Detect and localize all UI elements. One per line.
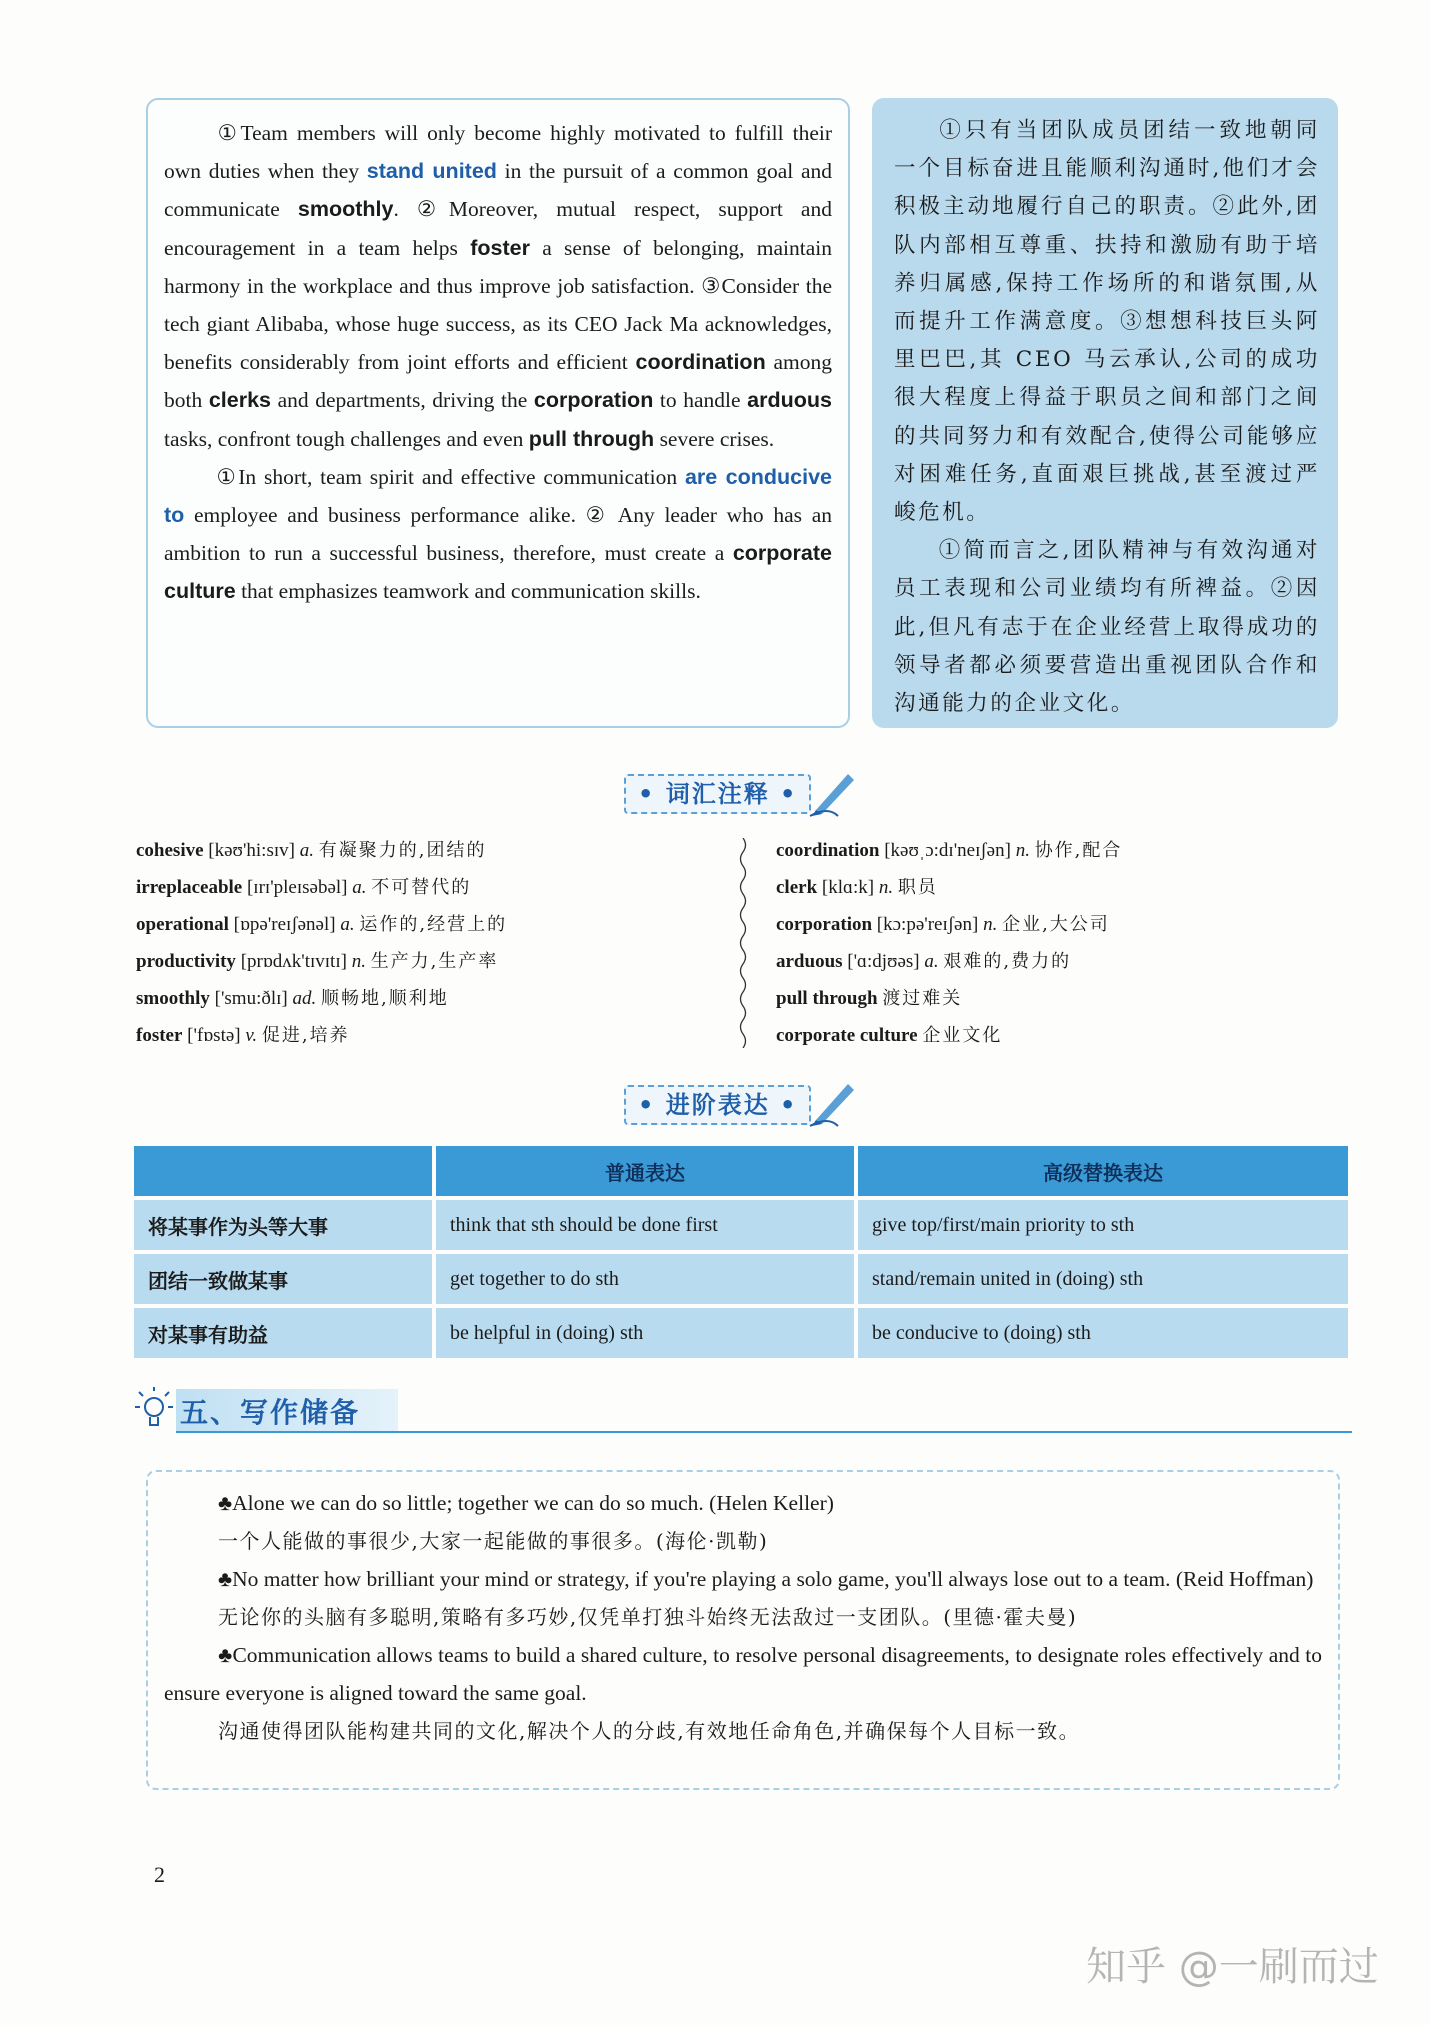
vocab-phonetic: [kɔ:pə'reɪʃən] [872, 914, 984, 935]
passage-text: to handle [653, 388, 748, 413]
vocab-phonetic: [kəʊ'hi:sɪv] [203, 840, 300, 861]
highlighted-term: coordination [635, 350, 766, 375]
passage-text: employee and business performance alike. ② Any leader who has an ambition to run a successful business, therefore, must create a [164, 503, 832, 566]
passage-text: among both [164, 350, 832, 413]
vocab-meaning: 顺畅地,顺利地 [321, 988, 449, 1009]
club-icon: ♣ [218, 1491, 233, 1515]
vocab-entry [136, 943, 736, 980]
passage-text: and departments, driving the [271, 388, 534, 413]
vocab-entry [776, 1017, 1336, 1054]
highlighted-term: foster [470, 235, 530, 260]
vocab-phonetic: ['fɒstə] [182, 1025, 246, 1046]
vocab-meaning: 企业,大公司 [1002, 914, 1110, 935]
passage-text: ①In short, team spirit and effective communication [214, 464, 685, 489]
table-cell: 对某事有助益 [134, 1308, 432, 1358]
passage-text: in the pursuit of a common goal and communicate [164, 159, 833, 222]
highlighted-term: corporation [533, 388, 654, 413]
vocab-entry [776, 980, 1336, 1017]
column-divider [738, 838, 748, 1048]
highlighted-term: smoothly [297, 197, 394, 222]
highlighted-term: arduous [747, 388, 832, 413]
vocab-meaning: 运作的,经营上的 [359, 914, 508, 935]
quote-1-translation: 一个人能做的事很少,大家一起能做的事很多。(海伦·凯勒) [218, 1529, 769, 1553]
table-cell: 团结一致做某事 [134, 1254, 432, 1304]
vocab-pos: a. [924, 951, 944, 972]
passage-text: a sense of belonging, maintain harmony in the workplace and thus improve job satisfaction. ③Consider the tech giant Alibaba, whose huge success, as its CEO Jack Ma acknowledges, benefits considerably from joint efforts and efficient [164, 235, 832, 375]
quote-2: ♣No matter how brilliant your mind or strategy, if you're playing a solo game, you'll always lose out to a team. (Reid Hoffman) [218, 1567, 1314, 1591]
vocab-meaning: 企业文化 [922, 1025, 1003, 1046]
table-header-row [134, 1146, 1348, 1196]
table-row [134, 1200, 1348, 1250]
vocab-phonetic: [klɑ:k] [817, 877, 879, 898]
vocab-entry [776, 832, 1336, 869]
vocab-phonetic: [ɒpə'reɪʃənəl] [228, 914, 341, 935]
vocab-entry [136, 980, 736, 1017]
passage-text: . ②Moreover, mutual respect, support and encouragement in a team helps [164, 197, 832, 260]
vocab-entry [776, 869, 1336, 906]
vocab-entry [136, 1017, 736, 1054]
english-paragraph-2 [164, 458, 832, 611]
vocab-meaning: 职员 [897, 877, 938, 898]
expressions-table [130, 1142, 1352, 1362]
pen-icon [808, 1076, 860, 1128]
vocab-phonetic: [kəʊˌɔ:dɪ'neɪʃən] [879, 840, 1016, 861]
vocab-entry [136, 832, 736, 869]
vocab-meaning: 促进,培养 [261, 1025, 350, 1046]
table-cell: give top/first/main priority to sth [858, 1200, 1348, 1250]
vocab-phonetic: [ɪrɪ'pleɪsəbəl] [242, 877, 353, 898]
club-icon: ♣ [218, 1567, 233, 1591]
quote-2-translation: 无论你的头脑有多聪明,策略有多巧妙,仅凭单打独斗始终无法敌过一支团队。(里德·霍夫曼) [218, 1605, 1078, 1629]
table-header-cell: 普通表达 [436, 1146, 854, 1196]
vocab-entry [136, 906, 736, 943]
vocab-word: foster [136, 1025, 183, 1046]
vocab-pos: n. [878, 877, 898, 898]
quotes-box [146, 1470, 1340, 1790]
page-number: 2 [154, 1862, 165, 1887]
vocab-meaning: 生产力,生产率 [370, 951, 499, 972]
section-title: 五、写作储备 [180, 1396, 361, 1429]
chinese-translation-box [872, 98, 1338, 728]
vocab-phonetic: [prɒdʌk'tɪvɪtɪ] [235, 951, 352, 972]
vocab-meaning: 不可替代的 [371, 877, 472, 898]
vocab-phonetic: ['ɑ:djʊəs] [842, 951, 925, 972]
vocab-pos: a. [299, 840, 319, 861]
vocab-word: cohesive [136, 840, 204, 861]
vocab-word: smoothly [136, 988, 210, 1009]
table-cell: think that sth should be done first [436, 1200, 854, 1250]
table-header-cell: 高级替换表达 [858, 1146, 1348, 1196]
expressions-heading-label: • 进阶表达 • [624, 1085, 811, 1125]
highlighted-term: corporate culture [164, 541, 832, 604]
chinese-paragraph-1: ①只有当团队成员团结一致地朝同一个目标奋进且能顺利沟通时,他们才会积极主动地履行自己的职责。②此外,团队内部相互尊重、扶持和激励有助于培养归属感,保持工作场所的和谐氛围,从而提升工作满意度。③想想科技巨头阿里巴巴,其 CEO 马云承认,公司的成功很大程度上得益于职员之间和部门之间的共同努力和有效配合,使得公司能够应对困难任务,直面艰巨挑战,甚至渡过严峻危机。 [894, 118, 1320, 526]
english-passage-box [146, 98, 850, 728]
table-cell: get together to do sth [436, 1254, 854, 1304]
quote-3-translation: 沟通使得团队能构建共同的文化,解决个人的分歧,有效地任命角色,并确保每个人目标一致。 [218, 1719, 1081, 1743]
vocab-phonetic: ['smu:ðlɪ] [209, 988, 293, 1009]
vocab-entry [776, 906, 1336, 943]
table-cell: 将某事作为头等大事 [134, 1200, 432, 1250]
vocab-meaning: 有凝聚力的,团结的 [318, 840, 487, 861]
vocab-meaning: 艰难的,费力的 [943, 951, 1072, 972]
vocab-pos: v. [245, 1025, 262, 1046]
vocab-list-left [136, 832, 736, 1054]
table-cell: stand/remain united in (doing) sth [858, 1254, 1348, 1304]
vocab-heading [624, 774, 811, 809]
vocab-word: arduous [776, 951, 843, 972]
passage-text: ①Team members will only become highly motivated to fulfill their own duties when they [164, 121, 832, 184]
club-icon: ♣ [218, 1643, 233, 1667]
quote-3: ♣Communication allows teams to build a shared culture, to resolve personal disagreements, to designate roles effectively and to ensure everyone is aligned toward the same goal. [164, 1643, 1323, 1705]
passage-text: severe crises. [654, 426, 775, 451]
section-header [130, 1385, 1352, 1435]
vocab-pos: n. [351, 951, 371, 972]
table-cell: be conducive to (doing) sth [858, 1308, 1348, 1358]
vocab-word: corporate culture [776, 1025, 918, 1046]
vocab-word: pull through [776, 988, 878, 1009]
quote-1: ♣Alone we can do so little; together we can do so much. (Helen Keller) [218, 1491, 834, 1515]
english-paragraph-1 [164, 114, 832, 458]
vocab-entry [776, 943, 1336, 980]
table-cell: be helpful in (doing) sth [436, 1308, 854, 1358]
table-row [134, 1254, 1348, 1304]
table-header-cell [134, 1146, 432, 1196]
vocab-meaning: 渡过难关 [882, 988, 963, 1009]
vocab-meaning: 协作,配合 [1034, 840, 1123, 861]
vocab-word: clerk [776, 877, 818, 898]
vocab-pos: a. [340, 914, 360, 935]
vocab-pos: ad. [292, 988, 321, 1009]
highlighted-term: are conducive to [164, 464, 833, 528]
highlighted-term: clerks [208, 388, 271, 413]
passage-text: tasks, confront tough challenges and even [164, 426, 529, 451]
passage-text: that emphasizes teamwork and communication skills. [235, 579, 701, 604]
vocab-pos: n. [983, 914, 1003, 935]
vocab-pos: n. [1015, 840, 1035, 861]
vocab-word: productivity [136, 951, 236, 972]
table-row [134, 1308, 1348, 1358]
vocab-list-right [776, 832, 1336, 1054]
vocab-word: coordination [776, 840, 880, 861]
highlighted-term: stand united [366, 159, 497, 184]
watermark: 知乎 @一刷而过 [1086, 1944, 1379, 1990]
pen-icon [808, 766, 860, 818]
expressions-heading [624, 1085, 811, 1120]
vocab-word: operational [136, 914, 229, 935]
section-underline [176, 1431, 1352, 1433]
chinese-paragraph-2: ①简而言之,团队精神与有效沟通对员工表现和公司业绩均有所裨益。②因此,但凡有志于在企业经营上取得成功的领导者都必须要营造出重视团队合作和沟通能力的企业文化。 [894, 538, 1320, 717]
vocab-heading-label: • 词汇注释 • [624, 774, 811, 814]
vocab-entry [136, 869, 736, 906]
vocab-word: corporation [776, 914, 873, 935]
vocab-word: irreplaceable [136, 877, 243, 898]
vocab-pos: a. [352, 877, 372, 898]
highlighted-term: pull through [528, 426, 655, 451]
lightbulb-icon [134, 1387, 174, 1433]
